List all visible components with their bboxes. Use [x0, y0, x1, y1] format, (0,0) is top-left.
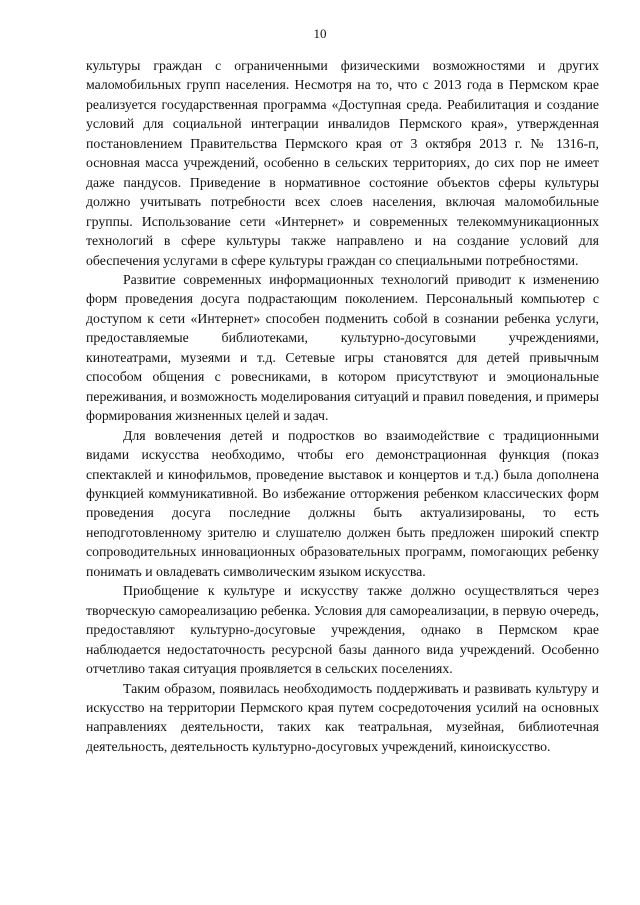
paragraph-1: культуры граждан с ограниченными физическими возможностями и других маломобильных групп населения. Несмотря на то, что с 2013 года в Пермском крае реализуется государственная программа «Доступная среда. Реабилитация и создание условий для социальной интеграции инвалидов Пермского края», утвержденная постановлением Правительства Пермского края от 3 октября 2013 г. № 1316-п, основная масса учреждений, особенно в сельских территориях, до сих пор не имеет даже пандусов. Приведение в нормативное состояние объектов сферы культуры должно учитывать потребности всех слоев населения, включая маломобильные группы. Использование сети «Интернет» и современных телекоммуникационных технологий в сфере культуры также направлено и на создание условий для обеспечения услугами в сфере культуры граждан со специальными потребностями. [86, 58, 599, 268]
paragraph-2: Развитие современных информационных технологий приводит к изменению форм проведения досуга подрастающим поколением. Персональный компьютер с доступом к сети «Интернет» способен подменить собой в сознании ребенка услуги, предоставляемые библиотеками, культурно-досуговыми учреждениями, кинотеатрами, музеями и т.д. Сетевые игры становятся для детей привычным способом общения с ровесниками, в котором присутствуют и эмоциональные переживания, и возможность моделирования ситуаций и правил поведения, и примеры формирования жизненных целей и задач. [86, 271, 599, 424]
paragraph-3: Для вовлечения детей и подростков во взаимодействие с традиционными видами искусства необходимо, чтобы его демонстрационная функция (показ спектаклей и кинофильмов, проведение выставок и концертов и т.д.) была дополнена функцией коммуникативной. Во избежание отторжения ребенком классических форм проведения досуга последние должны быть актуализированы, то есть неподготовленному зрителю и слушателю должен быть предложен широкий спектр сопроводительных инновационных образовательных программ, помогающих ребенку понимать и овладевать символическим языком искусства. [86, 427, 599, 579]
page-number: 10 [313, 26, 327, 41]
paragraph-5: Таким образом, появилась необходимость поддерживать и развивать культуру и искусство на территории Пермского края путем сосредоточения усилий на основных направлениях деятельности, таких как театральная, музейная, библиотечная деятельность, деятельность культурно-досуговых учреждений, киноискусство. [86, 680, 599, 754]
page-body [86, 56, 599, 756]
paragraph-4: Приобщение к культуре и искусству также должно осуществляться через творческую самореализацию ребенка. Условия для самореализации, в первую очередь, предоставляют культурно-досуговые учреждения, однако в Пермском крае наблюдается недостаточность ресурсной базы данного вида учреждений. Особенно отчетливо такая ситуация проявляется в сельских поселениях. [86, 583, 599, 677]
